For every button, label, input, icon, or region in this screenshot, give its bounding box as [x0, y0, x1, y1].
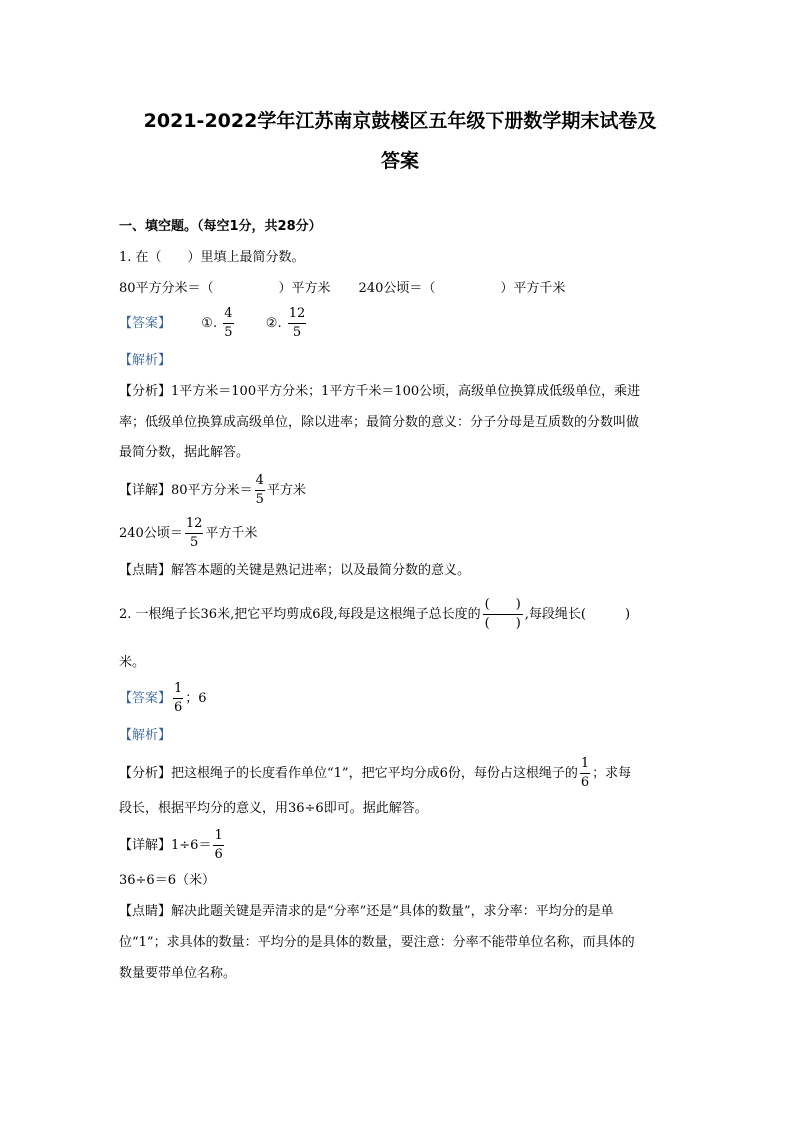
q1-part-a: 80平方分米＝（ ）平方米 [119, 281, 331, 296]
q2-dianjing-1: 【点睛】解决此题关键是弄清求的是“分率”还是“具体的数量”，求分率：平均分的是单 [119, 904, 614, 919]
q1-analysis-tag: 【解析】 [119, 353, 172, 368]
answer-tag: 【答案】 [119, 316, 172, 331]
q2-detail-1: 【详解】1÷6＝ $\frac{1}{6}$ [119, 828, 223, 862]
q1-part-b: 240公顷＝（ ）平方千米 [358, 281, 566, 296]
q1-ans2-label: ②. [265, 316, 282, 331]
q2-analysis-tag: 【解析】 [119, 728, 172, 743]
q1-detail-1: 【详解】80平方分米＝ $\frac{4}{5}$ 平方米 [119, 473, 306, 507]
page-title-cont: 答案 [380, 150, 419, 172]
q1-ans1-label: ①. [201, 316, 218, 331]
q1-fenxi-1: 【分析】1平方米＝100平方分米；1平方千米＝100公顷，高级单位换算成低级单位，乘进 [119, 384, 641, 399]
q2-detail-2: 36÷6＝6（米） [119, 873, 215, 888]
q1-detail-2: 240公顷＝ $\frac{12}{5}$ 平方千米 [119, 516, 258, 550]
q2-stem-line2: 米。 [119, 655, 146, 670]
q2-fenxi-2: 段长，根据平均分的意义，用36÷6即可。据此解答。 [119, 801, 428, 816]
section-heading: 一、填空题。（每空1分，共28分） [119, 219, 322, 234]
q1-detail-1-fraction: $\frac{4}{5}$ [255, 473, 264, 507]
q2-fenxi-fraction: $\frac{1}{6}$ [580, 756, 590, 790]
q2-fenxi-1: 【分析】把这根绳子的长度看作单位“1”，把它平均分成6份，每份占这根绳子的 $\frac{1}{6}$ ；求每 [119, 756, 632, 790]
page-title: 2021-2022学年江苏南京鼓楼区五年级下册数学期末试卷及 [143, 110, 657, 132]
q2-detail-fraction: $\frac{1}{6}$ [214, 828, 223, 862]
q1-parts [119, 280, 565, 298]
q2-answer: 【答案】 $\frac{1}{6}$ ；6 [119, 681, 207, 715]
q1-detail-2-fraction: $\frac{12}{5}$ [185, 516, 203, 550]
q1-answer [119, 305, 308, 342]
q1-ans2-fraction: $\frac{12}{5}$ [288, 306, 306, 340]
q1-ans1-fraction: $\frac{4}{5}$ [224, 306, 233, 340]
q1-fenxi-2: 率；低级单位换算成高级单位，除以进率；最简分数的意义：分子分母是互质数的分数叫做 [119, 415, 640, 430]
q2-stem: 2. 一根绳子长36米,把它平均剪成6段,每段是这根绳子总长度的 $\frac{( )}{( )}$ ,每段绳长( ) [119, 597, 631, 631]
q1-fenxi-3: 最简分数，据此解答。 [119, 445, 250, 460]
q1-dianjing: 【点睛】解答本题的关键是熟记进率；以及最简分数的意义。 [119, 563, 471, 578]
q2-ans-fraction: $\frac{1}{6}$ [174, 681, 183, 715]
answer-tag: 【答案】 [119, 691, 172, 706]
q1-stem: 1. 在（ ）里填上最简分数。 [119, 250, 305, 265]
q2-dianjing-2: 位“1”；求具体的数量：平均分的是具体的数量，要注意：分率不能带单位名称，而具体的 [119, 935, 635, 950]
q2-blank-fraction: $\frac{( )}{( )}$ [484, 597, 521, 631]
q2-dianjing-3: 数量要带单位名称。 [119, 966, 237, 981]
